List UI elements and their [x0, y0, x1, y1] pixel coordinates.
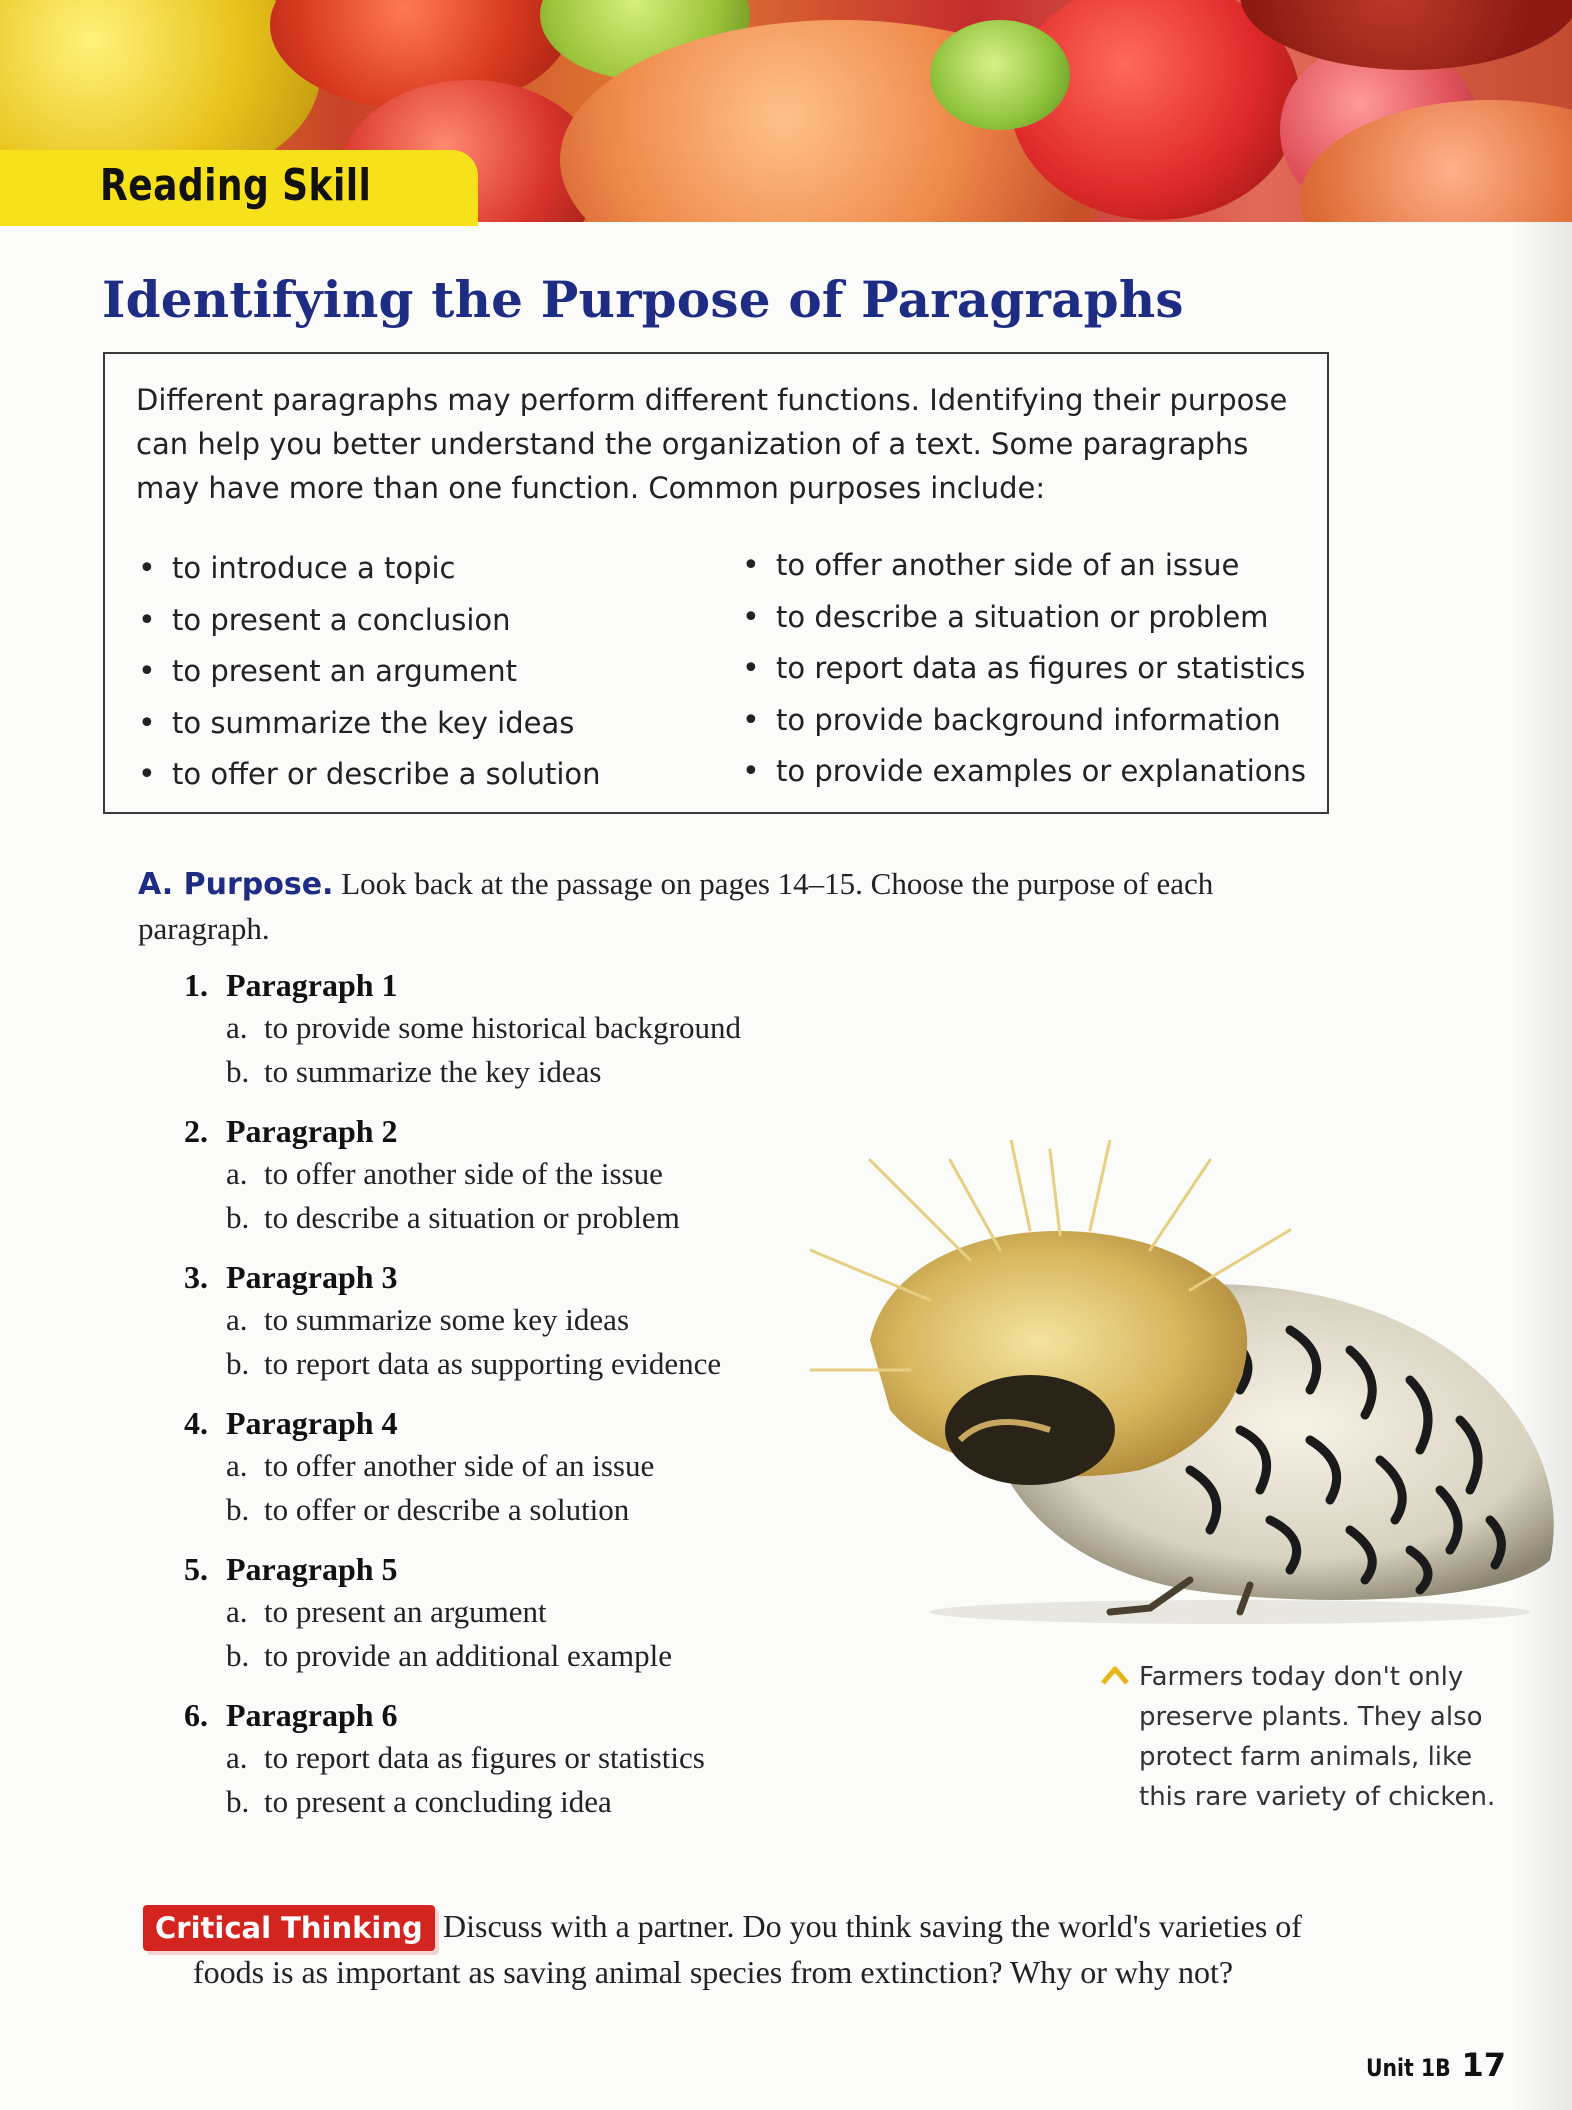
critical-thinking-text: Discuss with a partner. Do you think saving the world's varieties of foods is as important as saving animal species from extinction? Why or why not?: [193, 1908, 1302, 1990]
option-text: to provide an additional example: [264, 1638, 673, 1673]
exercise-instructions: [138, 862, 1238, 951]
purpose-item: • to offer another side of an issue: [742, 540, 1306, 592]
option-b[interactable]: [184, 1488, 884, 1532]
option-text: to summarize the key ideas: [264, 1054, 602, 1089]
purpose-item: • to offer or describe a solution: [138, 749, 601, 801]
option-letter: b.: [226, 1054, 250, 1089]
question-number: 6.: [184, 1697, 208, 1733]
unit-label: Unit 1B: [1365, 2054, 1451, 2082]
option-letter: b.: [226, 1638, 250, 1673]
question-heading: [184, 1402, 884, 1444]
option-b[interactable]: [184, 1342, 884, 1386]
purpose-item: • to present a conclusion: [138, 595, 601, 647]
option-a[interactable]: [184, 1298, 884, 1342]
question-2: [184, 1110, 884, 1240]
critical-thinking-badge: Critical Thinking: [143, 1905, 435, 1951]
option-text: to offer or describe a solution: [264, 1492, 630, 1527]
question-heading: [184, 1256, 884, 1298]
purpose-item: • to report data as figures or statistics: [742, 643, 1306, 695]
question-4: [184, 1402, 884, 1532]
option-b[interactable]: [184, 1780, 884, 1824]
page-footer: [1351, 2046, 1506, 2084]
option-text: to offer another side of an issue: [264, 1448, 655, 1483]
option-text: to offer another side of the issue: [264, 1156, 663, 1191]
chicken-photo: [810, 1140, 1572, 1630]
purpose-item: • to summarize the key ideas: [138, 698, 601, 750]
purpose-item: • to introduce a topic: [138, 543, 601, 595]
page-title: Identifying the Purpose of Paragraphs: [102, 270, 1184, 329]
question-5: [184, 1548, 884, 1678]
question-title: Paragraph 3: [226, 1259, 398, 1295]
option-text: to report data as figures or statistics: [264, 1740, 705, 1775]
caret-up-icon: [1100, 1663, 1130, 1687]
option-letter: b.: [226, 1492, 250, 1527]
exercise-label: A. Purpose.: [138, 867, 334, 902]
question-number: 1.: [184, 967, 208, 1003]
option-letter: a.: [226, 1594, 248, 1629]
option-letter: b.: [226, 1200, 250, 1235]
option-letter: b.: [226, 1784, 250, 1819]
question-1: [184, 964, 884, 1094]
question-number: 5.: [184, 1551, 208, 1587]
question-title: Paragraph 4: [226, 1405, 398, 1441]
option-text: to present a concluding idea: [264, 1784, 612, 1819]
question-number: 4.: [184, 1405, 208, 1441]
option-a[interactable]: [184, 1444, 884, 1488]
purpose-item: • to describe a situation or problem: [742, 592, 1306, 644]
option-a[interactable]: [184, 1006, 884, 1050]
option-letter: a.: [226, 1156, 248, 1191]
page-number: 17: [1461, 2046, 1506, 2084]
question-heading: [184, 964, 884, 1006]
purpose-list-left: [138, 543, 601, 801]
option-b[interactable]: [184, 1196, 884, 1240]
fruit-green-small: [930, 20, 1070, 130]
option-text: to report data as supporting evidence: [264, 1346, 722, 1381]
photo-caption: Farmers today don't only preserve plants. They also protect farm animals, like this rare variety of chicken.: [1139, 1662, 1496, 1812]
page-edge-shadow: [1512, 0, 1572, 2110]
question-title: Paragraph 6: [226, 1697, 398, 1733]
question-heading: [184, 1548, 884, 1590]
info-box-intro: Different paragraphs may perform different functions. Identifying their purpose can help you better understand the organization of a text. Some paragraphs may have more than one function. Common purposes include:: [136, 383, 1288, 505]
question-number: 3.: [184, 1259, 208, 1295]
option-b[interactable]: [184, 1634, 884, 1678]
reading-skill-label: Reading Skill: [100, 160, 372, 211]
option-a[interactable]: [184, 1736, 884, 1780]
question-3: [184, 1256, 884, 1386]
question-heading: [184, 1110, 884, 1152]
option-text: to describe a situation or problem: [264, 1200, 680, 1235]
question-number: 2.: [184, 1113, 208, 1149]
purpose-item: • to provide background information: [742, 695, 1306, 747]
purpose-item: • to present an argument: [138, 646, 601, 698]
question-heading: [184, 1694, 884, 1736]
option-a[interactable]: [184, 1152, 884, 1196]
option-text: to provide some historical background: [264, 1010, 741, 1045]
purpose-item: • to provide examples or explanations: [742, 746, 1306, 798]
question-6: [184, 1694, 884, 1824]
option-letter: a.: [226, 1448, 248, 1483]
option-letter: a.: [226, 1740, 248, 1775]
option-letter: a.: [226, 1302, 248, 1337]
option-letter: a.: [226, 1010, 248, 1045]
exercise-instruction-text: Look back at the passage on pages 14–15. Choose the purpose of each paragraph.: [138, 866, 1214, 946]
option-a[interactable]: [184, 1590, 884, 1634]
option-text: to present an argument: [264, 1594, 547, 1629]
question-title: Paragraph 1: [226, 967, 398, 1003]
question-title: Paragraph 2: [226, 1113, 398, 1149]
purpose-list-right: [742, 540, 1306, 798]
option-text: to summarize some key ideas: [264, 1302, 630, 1337]
option-letter: b.: [226, 1346, 250, 1381]
option-b[interactable]: [184, 1050, 884, 1094]
question-title: Paragraph 5: [226, 1551, 398, 1587]
